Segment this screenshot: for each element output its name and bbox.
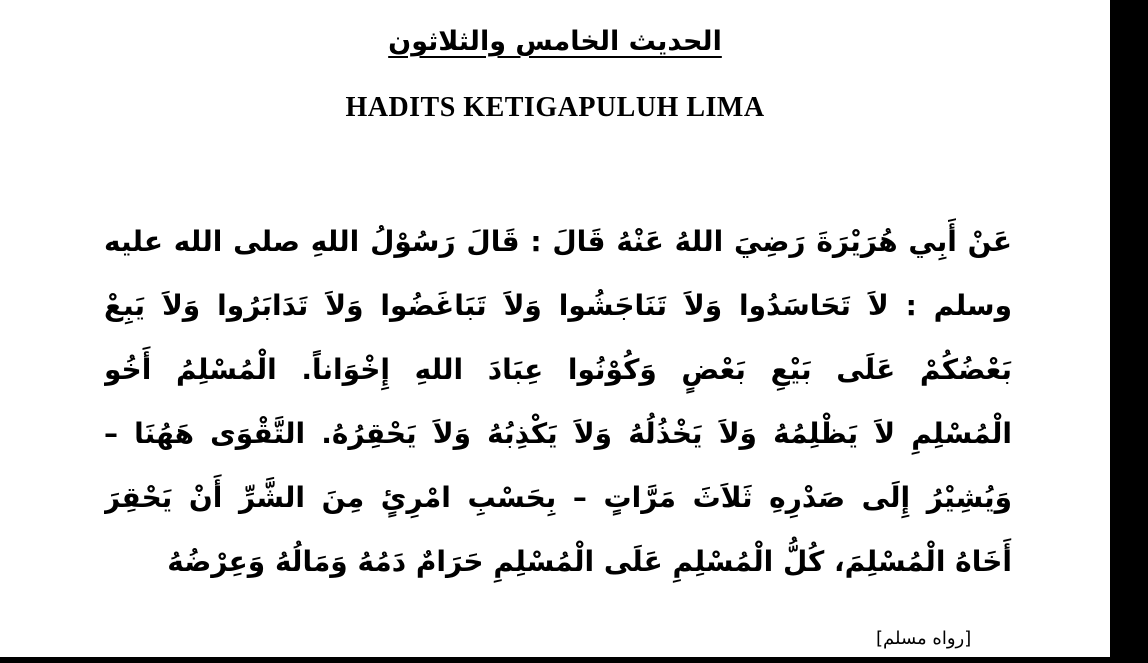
- hadith-line: بَعْضُكُمْ عَلَى بَيْعِ بَعْضٍ وَكُوْنُوا عِبَادَ اللهِ إِخْوَاناً. الْمُسْلِمُ أَخُو: [104, 353, 1012, 386]
- hadith-line: وسلم : لاَ تَحَاسَدُوا وَلاَ تَنَاجَشُوا وَلاَ تَبَاغَضُوا وَلاَ تَدَابَرُوا وَلاَ يَبِعْ: [104, 289, 1012, 322]
- hadith-line: وَيُشِيْرُ إِلَى صَدْرِهِ ثَلاَثَ مَرَّاتٍ – بِحَسْبِ امْرِئٍ مِنَ الشَّرِّ أَنْ يَحْقِرَ: [104, 481, 1012, 514]
- hadith-line: الْمُسْلِمِ لاَ يَظْلِمُهُ وَلاَ يَخْذُلُهُ وَلاَ يَكْذِبُهُ وَلاَ يَحْقِرُهُ. التَّقْوَى هَهُنَا –: [104, 417, 1012, 450]
- hadith-text: [104, 210, 1012, 594]
- latin-title: HADITS KETIGAPULUH LIMA: [345, 92, 765, 123]
- hadith-source: [رواه مسلم]: [876, 628, 972, 649]
- arabic-title: [0, 26, 1110, 57]
- arabic-title-text: الحديث الخامس والثلاثون: [388, 26, 722, 57]
- hadith-line: أَخَاهُ الْمُسْلِمَ، كُلُّ الْمُسْلِمِ عَلَى الْمُسْلِمِ حَرَامٌ دَمُهُ وَمَالُهُ وَعِرْضُهُ: [167, 545, 1012, 578]
- hadith-line: عَنْ أَبِي هُرَيْرَةَ رَضِيَ اللهُ عَنْهُ قَالَ : قَالَ رَسُوْلُ اللهِ صلى الله عليه: [104, 225, 1012, 258]
